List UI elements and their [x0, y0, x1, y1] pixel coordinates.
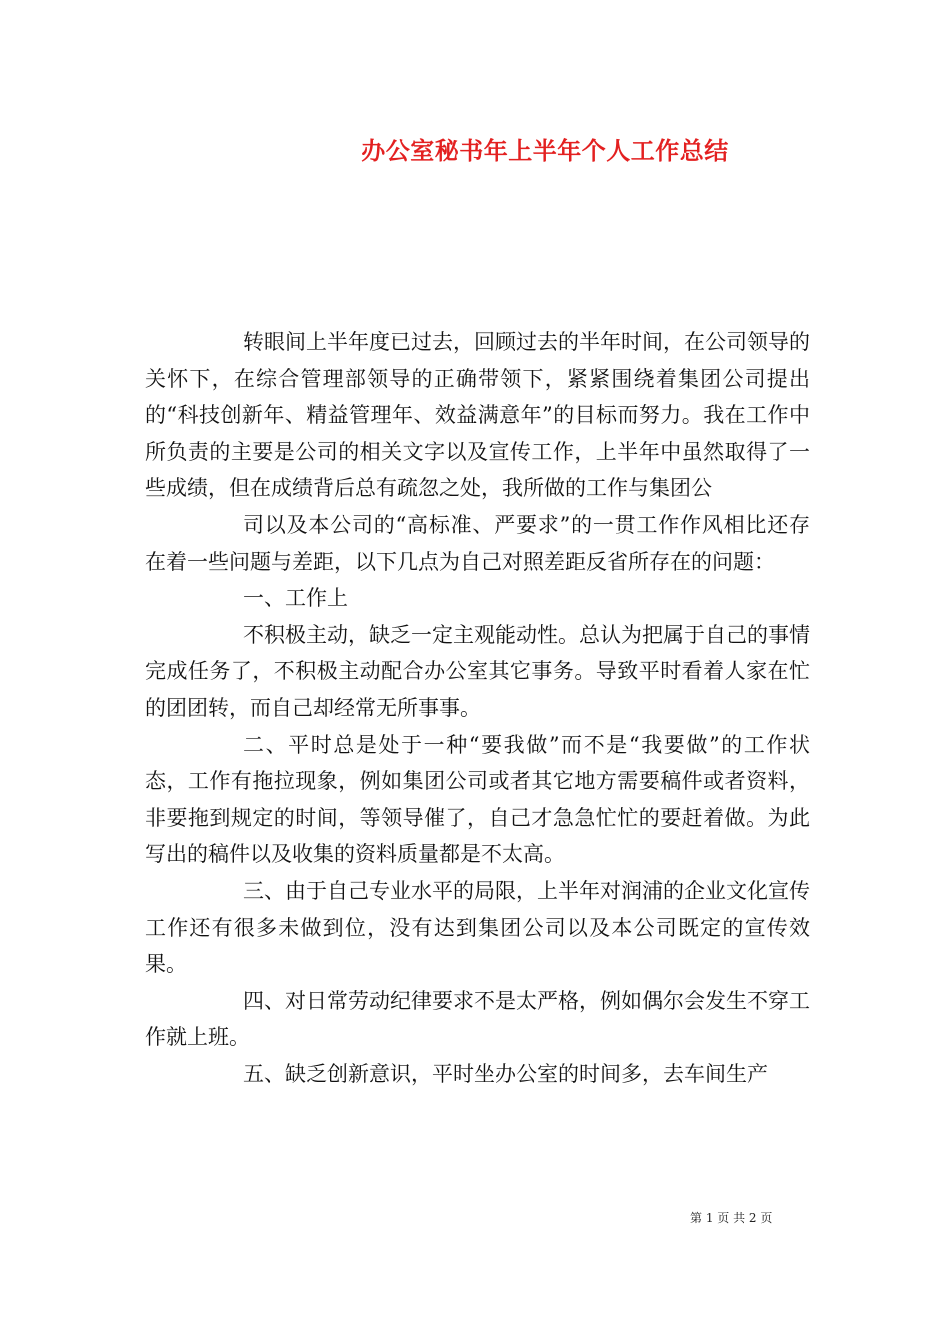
paragraph-section-1-body: 不积极主动，缺乏一定主观能动性。总认为把属于自己的事情完成任务了，不积极主动配合办公室其它事务。导致平时看着人家在忙的团团转，而自己却经常无所事事。 — [145, 622, 810, 720]
paragraph-section-3: 三、由于自己专业水平的局限，上半年对润浦的企业文化宣传工作还有很多未做到位，没有达到集团公司以及本公司既定的宣传效果。 — [145, 878, 810, 977]
paragraph-continuation: 司以及本公司的“高标准、严要求”的一贯工作作风相比还存在着一些问题与差距，以下几点为自己对照差距反省所存在的问题： — [145, 512, 810, 574]
paragraph-section-1-heading: 一、工作上 — [243, 586, 348, 611]
paragraph-section-4: 四、对日常劳动纪律要求不是太严格，例如偶尔会发生不穿工作就上班。 — [145, 988, 810, 1050]
document-title: 办公室秘书年上半年个人工作总结 — [361, 136, 729, 165]
page-number-footer: 第 1 页 共 2 页 — [690, 1211, 773, 1225]
document-body — [145, 324, 810, 1092]
paragraph-intro: 转眼间上半年度已过去，回顾过去的半年时间，在公司领导的关怀下，在综合管理部领导的正确带领下，紧紧围绕着集团公司提出的“科技创新年、精益管理年、效益满意年”的目标而努力。我在工作中所负责的主要是公司的相关文字以及宣传工作，上半年中虽然取得了一些成绩，但在成绩背后总有疏忽之处，我所做的工作与集团公 — [145, 330, 810, 501]
paragraph-section-2: 二、平时总是处于一种“要我做”而不是“我要做”的工作状态，工作有拖拉现象，例如集团公司或者其它地方需要稿件或者资料，非要拖到规定的时间，等领导催了，自己才急急忙忙的要赶着做。为此写出的稿件以及收集的资料质量都是不太高。 — [145, 732, 810, 867]
paragraph-section-5: 五、缺乏创新意识，平时坐办公室的时间多，去车间生产 — [243, 1061, 768, 1086]
